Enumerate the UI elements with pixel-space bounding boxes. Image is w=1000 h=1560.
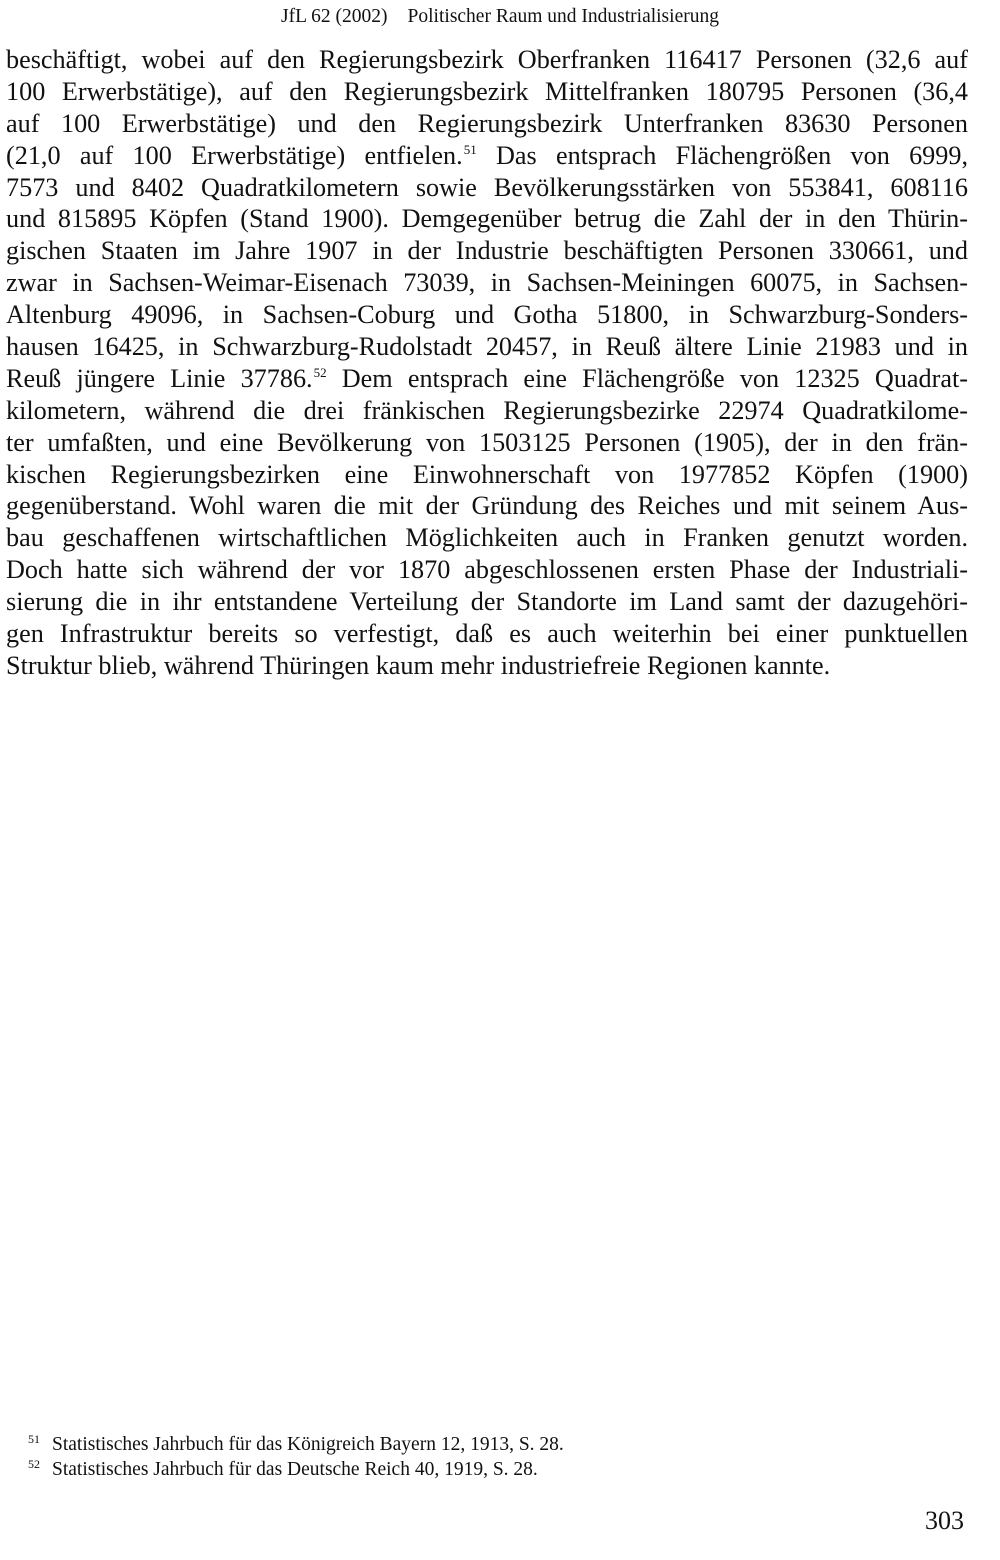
- text-line: gegenüberstand. Wohl waren die mit der Gründung des Reiches und mit seinem Aus-: [6, 491, 968, 521]
- footnote-51: 51 Statistisches Jahrbuch für das Königreich Bayern 12, 1913, S. 28.: [28, 1432, 564, 1455]
- text-line: zwar in Sachsen-Weimar-Eisenach 73039, in Sachsen-Meiningen 60075, in Sachsen-: [6, 268, 968, 298]
- text-line: kilometern, während die drei fränkischen Regierungsbezirke 22974 Quadratkilome-: [6, 395, 968, 425]
- text-line: gen Infrastruktur bereits so verfestigt, daß es auch weiterhin bei einer punktuellen: [6, 619, 968, 649]
- journal-reference: JfL 62 (2002): [281, 6, 388, 27]
- text-line: hausen 16425, in Schwarzburg-Rudolstadt 20457, in Reuß ältere Linie 21983 und in: [6, 332, 968, 362]
- footnotes: [28, 1432, 958, 1482]
- text-line: Doch hatte sich während der vor 1870 abgeschlossenen ersten Phase der Industriali-: [6, 555, 968, 585]
- text-line: Struktur blieb, während Thüringen kaum mehr industriefreie Regionen kannte.: [6, 650, 831, 680]
- text-line: ter umfaßten, und eine Bevölkerung von 1503125 Personen (1905), der in den frän-: [6, 427, 968, 457]
- text-line: beschäftigt, wobei auf den Regierungsbezirk Oberfranken 116417 Personen (32,6 auf: [6, 45, 968, 74]
- footnote-reference-52[interactable]: 52: [313, 364, 327, 380]
- running-head: [0, 4, 1000, 30]
- text-line: Altenburg 49096, in Sachsen-Coburg und Gotha 51800, in Schwarzburg-Sonders-: [6, 300, 968, 330]
- text-line: und 815895 Köpfen (Stand 1900). Demgegenüber betrug die Zahl der in den Thürin-: [6, 204, 968, 234]
- text-line: 100 Erwerbstätige), auf den Regierungsbezirk Mittelfranken 180795 Personen (36,4: [6, 76, 968, 106]
- text-line: kischen Regierungsbezirken eine Einwohnerschaft von 1977852 Köpfen (1900): [6, 459, 968, 489]
- text-line: Reuß jüngere Linie 37786.52 Dem entsprach eine Flächengröße von 12325 Quadrat-: [6, 363, 968, 393]
- chapter-title: Politischer Raum und Industrialisierung: [407, 6, 719, 27]
- text-line: sierung die in ihr entstandene Verteilung der Standorte im Land samt der dazugehöri-: [6, 587, 968, 617]
- text-line: auf 100 Erwerbstätige) und den Regierungsbezirk Unterfranken 83630 Personen: [6, 108, 968, 138]
- page-number: 303: [925, 1506, 964, 1535]
- text-line: gischen Staaten im Jahre 1907 in der Industrie beschäftigten Personen 330661, und: [6, 236, 968, 266]
- footnote-reference-51[interactable]: 51: [463, 141, 477, 157]
- footnote-text: Statistisches Jahrbuch für das Königreich Bayern 12, 1913, S. 28.: [52, 1434, 564, 1455]
- text-line: (21,0 auf 100 Erwerbstätige) entfielen.$^{51}$ Das entsprach Flächengrößen von 6999,: [6, 140, 968, 170]
- text-line: 7573 und 8402 Quadratkilometern sowie Bevölkerungsstärken von 553841, 608116: [6, 172, 968, 202]
- body-paragraph: [6, 44, 968, 682]
- text-line: bau geschaffenen wirtschaftlichen Möglichkeiten auch in Franken genutzt worden.: [6, 523, 968, 553]
- footnote-text: Statistisches Jahrbuch für das Deutsche Reich 40, 1919, S. 28.: [52, 1459, 538, 1480]
- footnote-52: 52 Statistisches Jahrbuch für das Deutsche Reich 40, 1919, S. 28.: [28, 1457, 538, 1480]
